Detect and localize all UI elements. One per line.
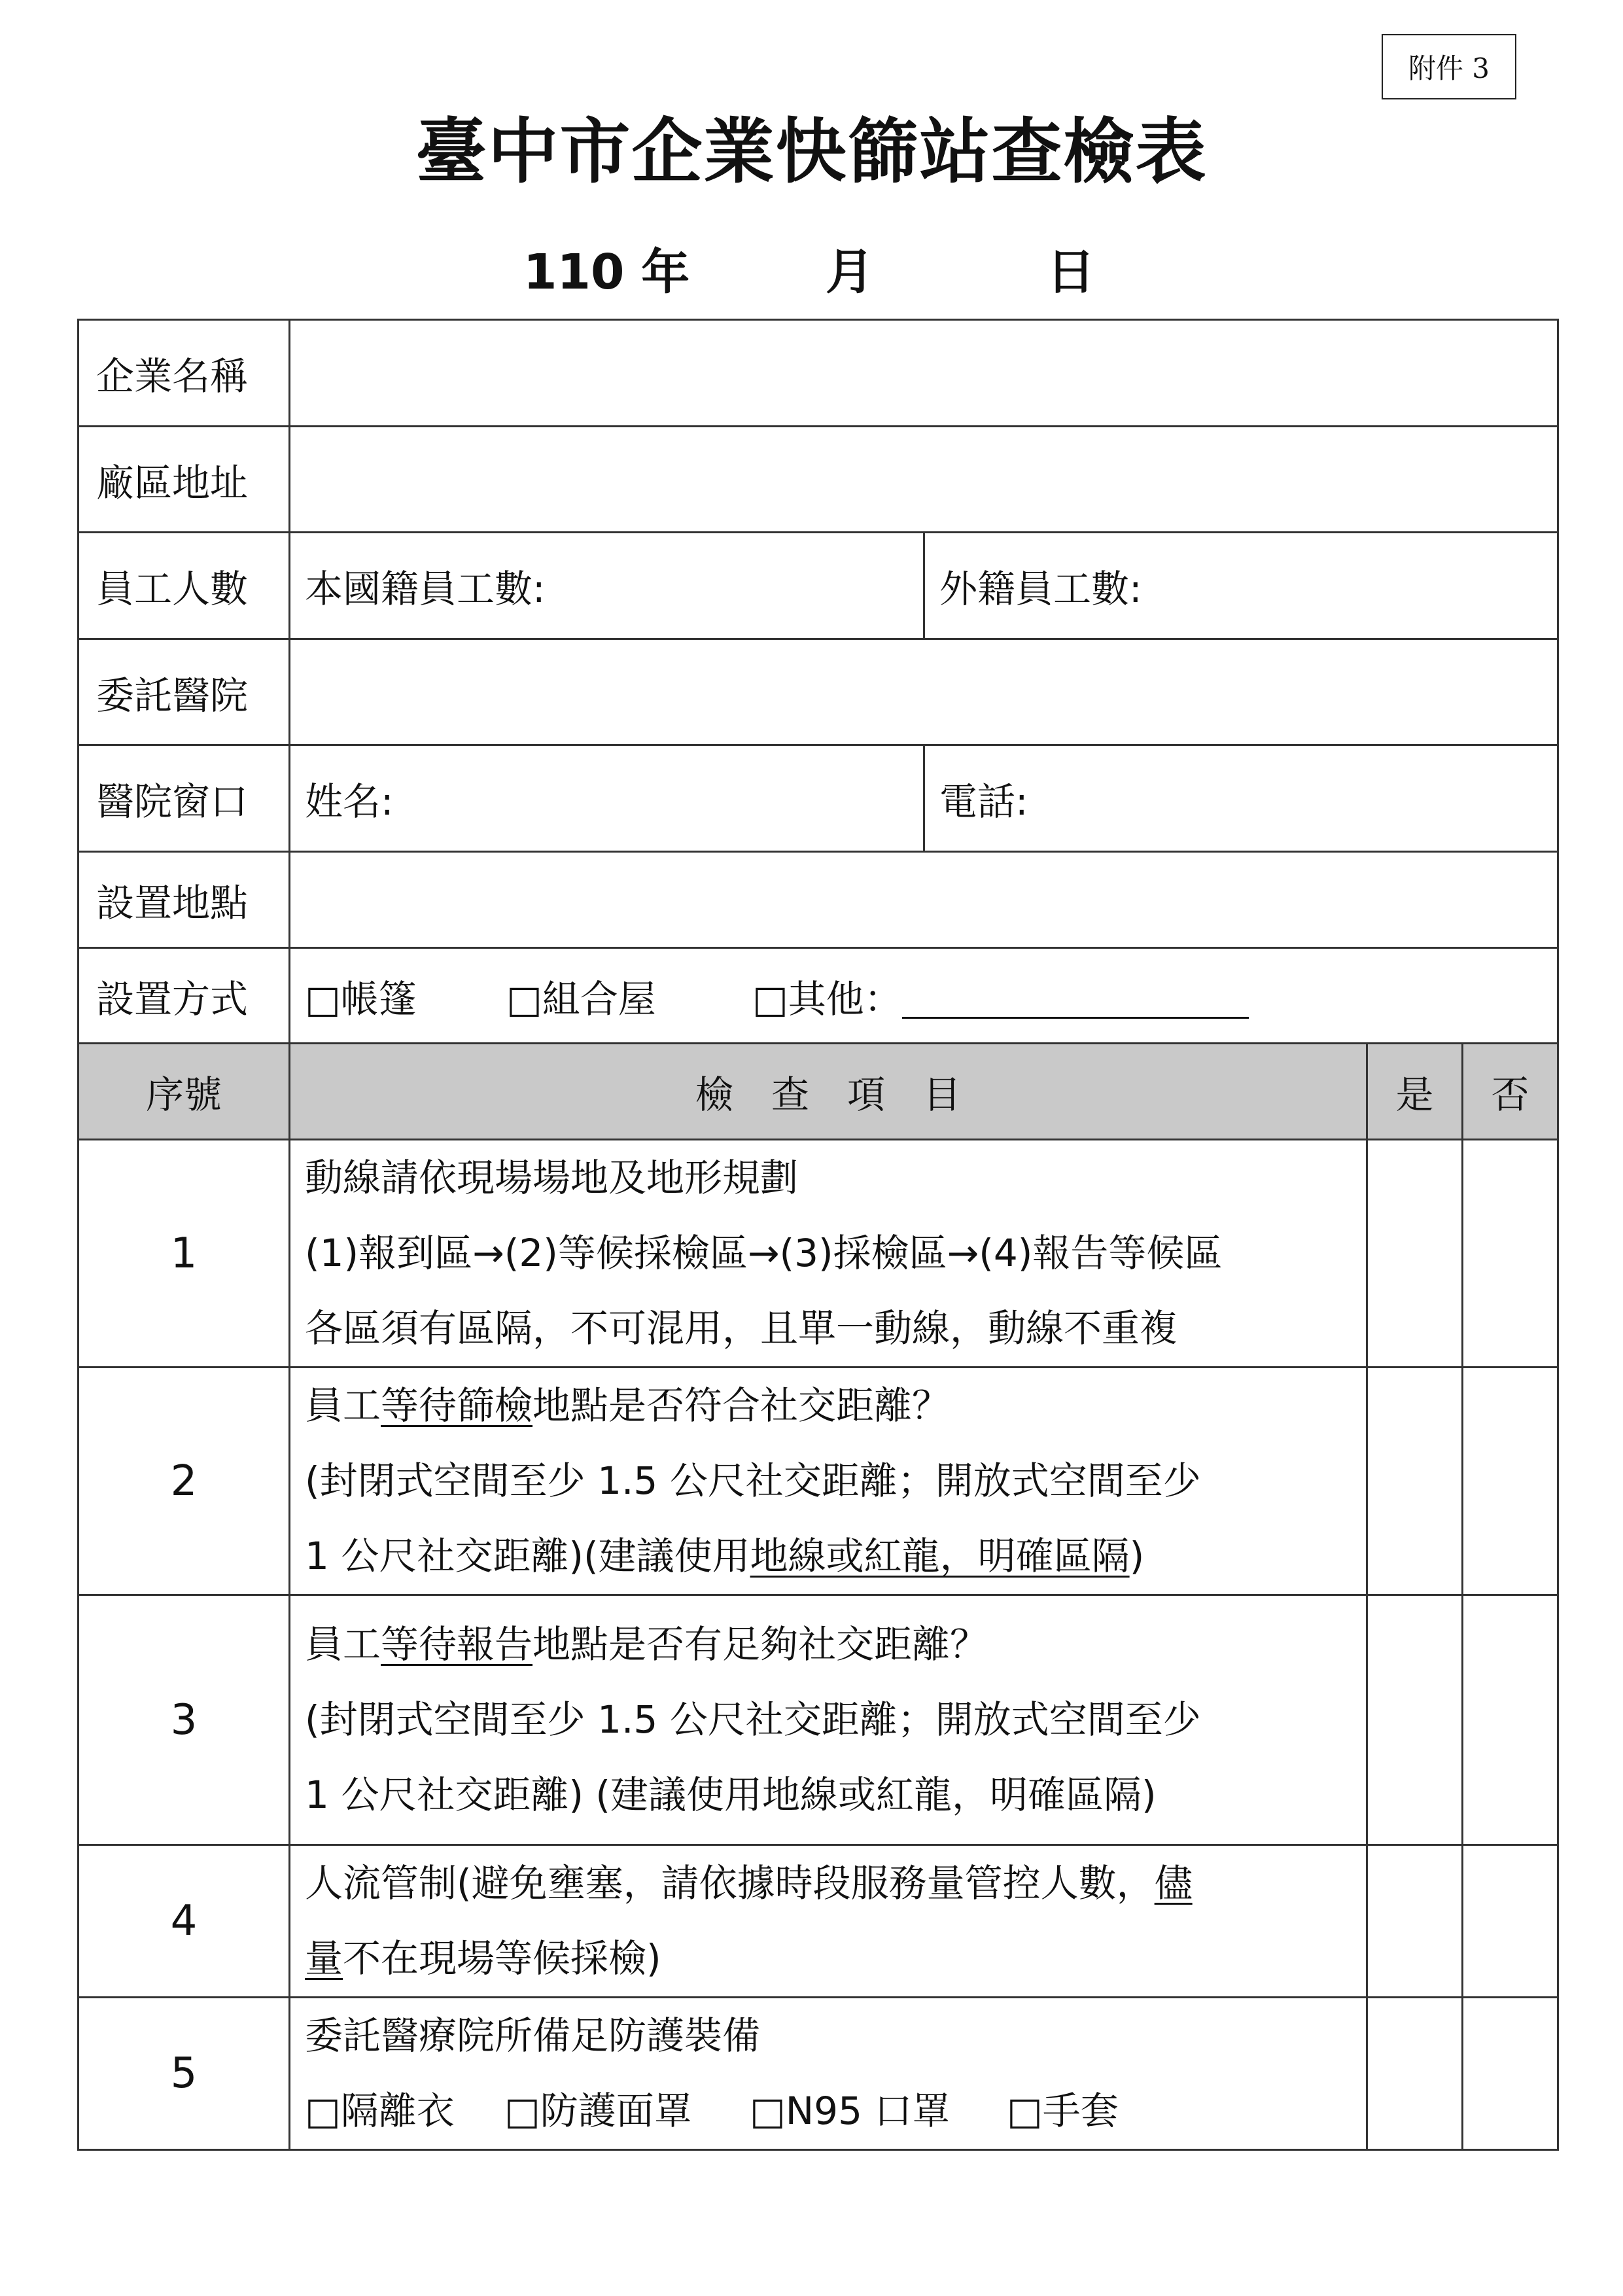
underlined-text: 量 (305, 1936, 343, 1981)
ppe-n95-checkbox[interactable]: □N95 口罩 (750, 2089, 951, 2133)
option-other-checkbox[interactable]: □其他： (752, 976, 902, 1021)
header-yes: 是 (1367, 1044, 1463, 1140)
contact-name-field[interactable] (290, 745, 924, 852)
plant-address-field[interactable] (290, 427, 1558, 533)
item-number: 1 (79, 1140, 290, 1368)
no-checkbox-cell[interactable] (1463, 1595, 1558, 1845)
item-line: 各區須有區隔，不可混用，且單一動線，動線不重複 (305, 1306, 1178, 1351)
header-no: 序號 (79, 1044, 290, 1140)
table-row (79, 1595, 1558, 1845)
date-month: 月 (826, 244, 874, 300)
contact-phone-field[interactable] (924, 745, 1558, 852)
attachment-label: 附件 3 (1382, 34, 1516, 99)
item-line: 1 公尺社交距離) (建議使用地線或紅龍，明確區隔) (305, 1773, 1157, 1817)
ppe-options (305, 2074, 1352, 2149)
item-line: 員工等待報告地點是否有足夠社交距離？ (305, 1622, 988, 1667)
item-line: 動線請依現場場地及地形規劃 (305, 1156, 799, 1200)
table-row (79, 1140, 1558, 1368)
table-header-row (79, 1044, 1558, 1140)
row-contracted-hospital (79, 639, 1558, 745)
option-other-blank[interactable] (902, 1017, 1249, 1019)
item-content (290, 1140, 1367, 1368)
option-tent-checkbox[interactable]: □帳篷 (305, 976, 417, 1021)
yes-checkbox-cell[interactable] (1367, 1845, 1463, 1998)
item-content (290, 1368, 1367, 1595)
contracted-hospital-label: 委託醫院 (79, 639, 290, 745)
item-content (290, 1845, 1367, 1998)
yes-checkbox-cell[interactable] (1367, 1140, 1463, 1368)
item-content (290, 1595, 1367, 1845)
checklist-table (77, 319, 1559, 2151)
site-location-label: 設置地點 (79, 852, 290, 948)
no-checkbox-cell[interactable] (1463, 1998, 1558, 2150)
plant-address-label: 廠區地址 (79, 427, 290, 533)
row-company-name (79, 320, 1558, 427)
table-row (79, 1368, 1558, 1595)
item-number: 3 (79, 1595, 290, 1845)
foreign-employees-field[interactable] (924, 533, 1558, 639)
table-row (79, 1998, 1558, 2150)
setup-method-label: 設置方式 (79, 948, 290, 1044)
underlined-text: 等待篩檢 (381, 1383, 533, 1428)
company-name-field[interactable] (290, 320, 1558, 427)
header-no-col: 否 (1463, 1044, 1558, 1140)
row-plant-address (79, 427, 1558, 533)
date-year: 110 年 (523, 244, 690, 300)
item-line: 1 公尺社交距離)(建議使用地線或紅龍，明確區隔) (305, 1534, 1145, 1578)
row-setup-method (79, 948, 1558, 1044)
setup-method-options (290, 948, 1558, 1044)
header-item: 檢 查 項 目 (290, 1044, 1367, 1140)
row-employee-count (79, 533, 1558, 639)
domestic-employees-field[interactable] (290, 533, 924, 639)
item-line: (封閉式空間至少 1.5 公尺社交距離；開放式空間至少 (305, 1458, 1201, 1503)
item-content (290, 1998, 1367, 2150)
contact-phone-label: 電話: (939, 779, 1028, 824)
no-checkbox-cell[interactable] (1463, 1845, 1558, 1998)
yes-checkbox-cell[interactable] (1367, 1595, 1463, 1845)
employee-count-label: 員工人數 (79, 533, 290, 639)
yes-checkbox-cell[interactable] (1367, 1368, 1463, 1595)
contracted-hospital-field[interactable] (290, 639, 1558, 745)
underlined-text: 地線或紅龍，明確區隔 (750, 1534, 1130, 1578)
item-line: (1)報到區→(2)等候採檢區→(3)採檢區→(4)報告等候區 (305, 1231, 1223, 1275)
yes-checkbox-cell[interactable] (1367, 1998, 1463, 2150)
document-title: 臺中市企業快篩站查檢表 (415, 111, 1208, 193)
no-checkbox-cell[interactable] (1463, 1140, 1558, 1368)
item-number: 2 (79, 1368, 290, 1595)
item-line: 量不在現場等候採檢) (305, 1936, 661, 1981)
item-line: 委託醫療院所備足防護裝備 (305, 2013, 761, 2058)
domestic-employees-label: 本國籍員工數: (305, 567, 546, 611)
underlined-text: 等待報告 (381, 1622, 533, 1667)
site-location-field[interactable] (290, 852, 1558, 948)
underlined-text: 儘 (1154, 1861, 1193, 1905)
ppe-gloves-checkbox[interactable]: □手套 (1007, 2089, 1119, 2133)
option-container-checkbox[interactable]: □組合屋 (506, 976, 656, 1021)
item-line: 員工等待篩檢地點是否符合社交距離？ (305, 1383, 951, 1428)
row-site-location (79, 852, 1558, 948)
ppe-gown-checkbox[interactable]: □隔離衣 (305, 2089, 455, 2133)
contact-name-label: 姓名: (305, 779, 394, 824)
date-day: 日 (1047, 244, 1095, 300)
hospital-contact-label: 醫院窗口 (79, 745, 290, 852)
company-name-label: 企業名稱 (79, 320, 290, 427)
item-number: 5 (79, 1998, 290, 2150)
ppe-faceshield-checkbox[interactable]: □防護面罩 (504, 2089, 692, 2133)
item-number: 4 (79, 1845, 290, 1998)
foreign-employees-label: 外籍員工數: (939, 567, 1142, 611)
no-checkbox-cell[interactable] (1463, 1368, 1558, 1595)
item-line: 人流管制(避免壅塞，請依據時段服務量管控人數，儘 (305, 1861, 1193, 1905)
item-line: (封閉式空間至少 1.5 公尺社交距離；開放式空間至少 (305, 1697, 1201, 1742)
table-row (79, 1845, 1558, 1998)
row-hospital-contact (79, 745, 1558, 852)
